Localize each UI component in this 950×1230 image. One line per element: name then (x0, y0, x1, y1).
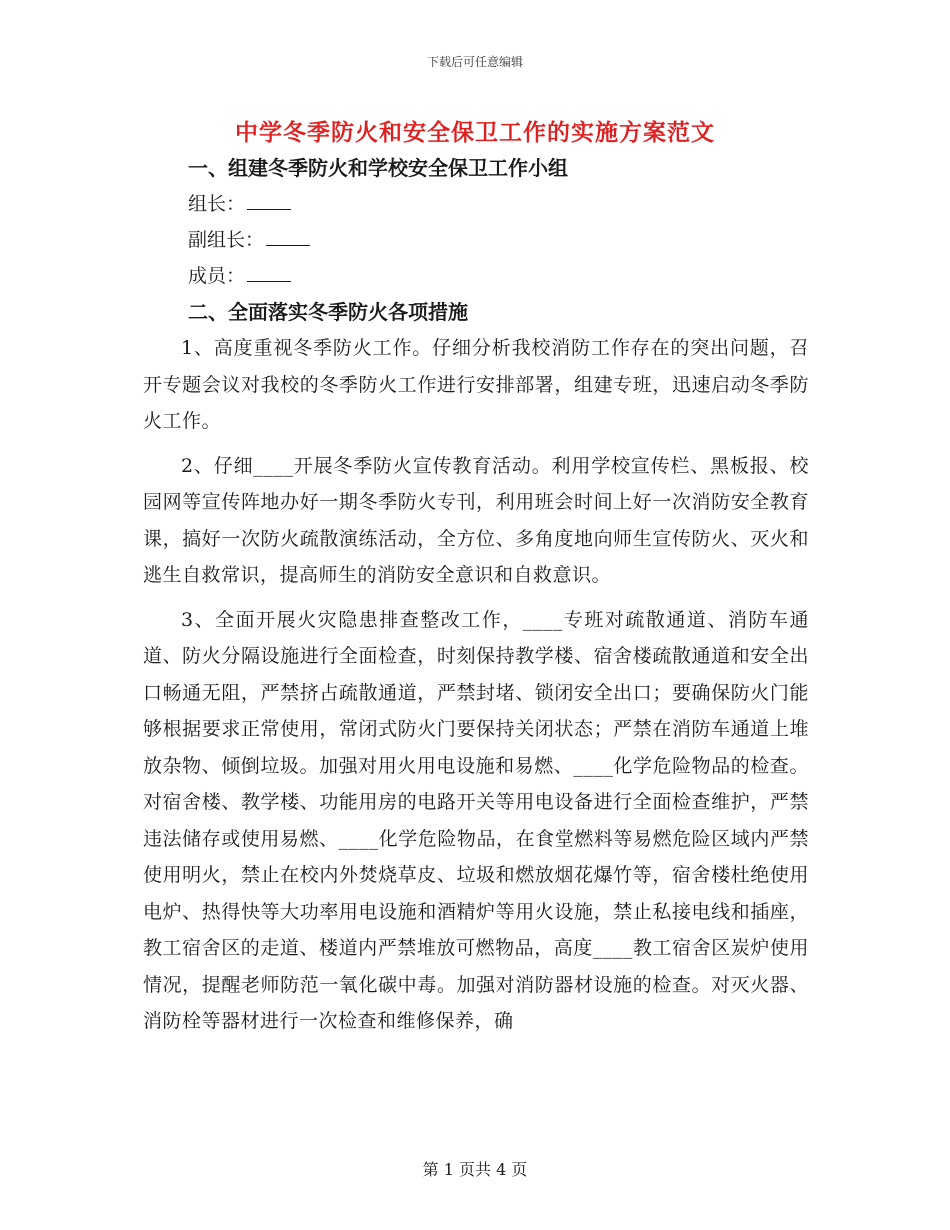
paragraph-1: 1、高度重视冬季防火工作。仔细分析我校消防工作存在的突出问题，召开专题会议对我校的冬季防火工作进行安排部署，组建专班，迅速启动冬季防火工作。 (143, 337, 809, 432)
paragraph-3: 3、全面开展火灾隐患排查整改工作，____专班对疏散通道、消防车通道、防火分隔设施进行全面检查，时刻保持教学楼、宿舍楼疏散通道和安全出口畅通无阻，严禁挤占疏散通道，严禁封堵、锁闭安全出口；要确保防火门能够根据要求正常使用，常闭式防火门要保持关闭状态；严禁在消防车通道上堆放杂物、倾倒垃圾。加强对用火用电设施和易燃、____化学危险物品的检查。对宿舍楼、教学楼、功能用房的电路开关等用电设备进行全面检查维护，严禁违法储存或使用易燃、____化学危险物品，在食堂燃料等易燃危险区域内严禁使用明火，禁止在校内外焚烧草皮、垃圾和燃放烟花爆竹等，宿舍楼杜绝使用电炉、热得快等大功率用电设施和酒精炉等用火设施，禁止私接电线和插座，教工宿舍区的走道、楼道内严禁堆放可燃物品，高度____教工宿舍区炭炉使用情况，提醒老师防范一氧化碳中毒。加强对消防器材设施的检查。对灭火器、消防栓等器材进行一次检查和维修保养，确 (143, 608, 809, 1032)
member-label: 成员： (188, 265, 246, 287)
document-title: 中学冬季防火和安全保卫工作的实施方案范文 (235, 119, 715, 146)
deputy-leader-blank (266, 225, 310, 246)
paragraph-2: 2、仔细____开展冬季防火宣传教育活动。利用学校宣传栏、黑板报、校园网等宣传阵地办好一期冬季防火专刊，利用班会时间上好一次消防安全教育课，搞好一次防火疏散演练活动，全方位、多角度地向师生宣传防火、灭火和逃生自救常识，提高师生的消防安全意识和自救意识。 (143, 454, 809, 586)
document-body (143, 150, 809, 1040)
member-field (143, 258, 809, 294)
deputy-leader-label: 副组长： (188, 229, 265, 251)
member-blank (247, 261, 291, 282)
leader-label: 组长： (188, 193, 246, 215)
leader-blank (247, 189, 291, 210)
section-1-heading: 一、组建冬季防火和学校安全保卫工作小组 (188, 156, 568, 180)
page-header-note: 下载后可任意编辑 (426, 55, 523, 69)
page-footer-page-number: 第 1 页共 4 页 (422, 1160, 528, 1179)
deputy-leader-field (143, 222, 809, 258)
leader-field (143, 186, 809, 222)
section-2-heading: 二、全面落实冬季防火各项措施 (188, 300, 468, 324)
